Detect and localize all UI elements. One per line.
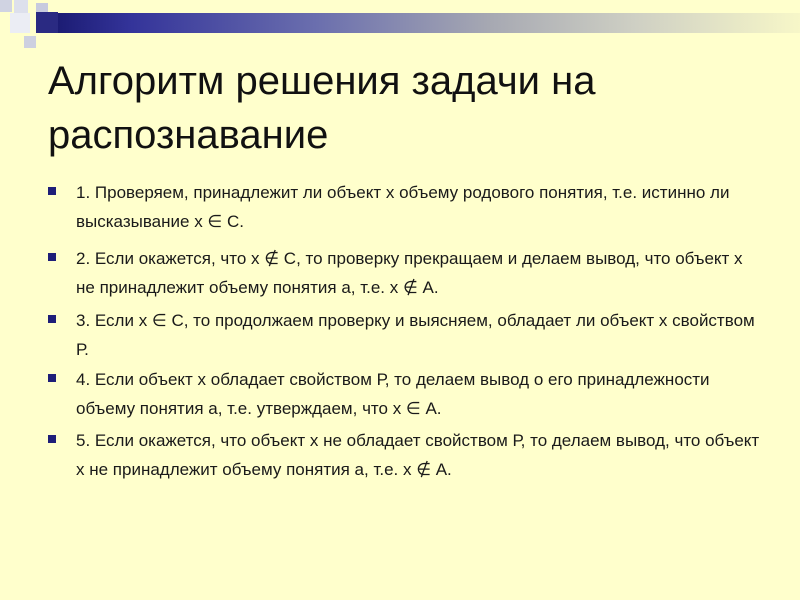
square-bullet-icon bbox=[48, 253, 56, 261]
decorative-square bbox=[10, 13, 30, 33]
bullet-item-1 bbox=[48, 178, 760, 236]
bullet-item-2 bbox=[48, 244, 760, 302]
bullet-item-4 bbox=[48, 365, 760, 423]
decorative-square bbox=[36, 12, 58, 33]
bullet-text: 4. Если объект х обладает свойством Р, то делаем вывод о его принадлежности объему понятия а, т.е. утверждаем, что х ∈ А. bbox=[76, 370, 710, 418]
bullet-text: 3. Если х ∈ С, то продолжаем проверку и выясняем, обладает ли объект х свойством Р. bbox=[76, 311, 755, 359]
square-bullet-icon bbox=[48, 435, 56, 443]
square-bullet-icon bbox=[48, 187, 56, 195]
bullet-item-3 bbox=[48, 306, 760, 364]
slide-title: Алгоритм решения задачи на распознавание bbox=[48, 59, 596, 157]
bullet-text: 1. Проверяем, принадлежит ли объект х объему родового понятия, т.е. истинно ли высказывание х ∈ С. bbox=[76, 183, 730, 231]
header-gradient-band bbox=[58, 13, 800, 33]
bullet-list bbox=[48, 178, 760, 484]
square-bullet-icon bbox=[48, 315, 56, 323]
bullet-text: 5. Если окажется, что объект х не обладает свойством Р, то делаем вывод, что объект х не принадлежит объему понятия а, т.е. х ∉ А. bbox=[76, 431, 760, 479]
decorative-square bbox=[0, 0, 12, 12]
bullet-item-5 bbox=[48, 426, 760, 484]
square-bullet-icon bbox=[48, 374, 56, 382]
decorative-square bbox=[14, 0, 28, 14]
decorative-square bbox=[24, 36, 36, 48]
bullet-text: 2. Если окажется, что х ∉ С, то проверку прекращаем и делаем вывод, что объект х не принадлежит объему понятия а, т.е. х ∉ А. bbox=[76, 249, 743, 297]
